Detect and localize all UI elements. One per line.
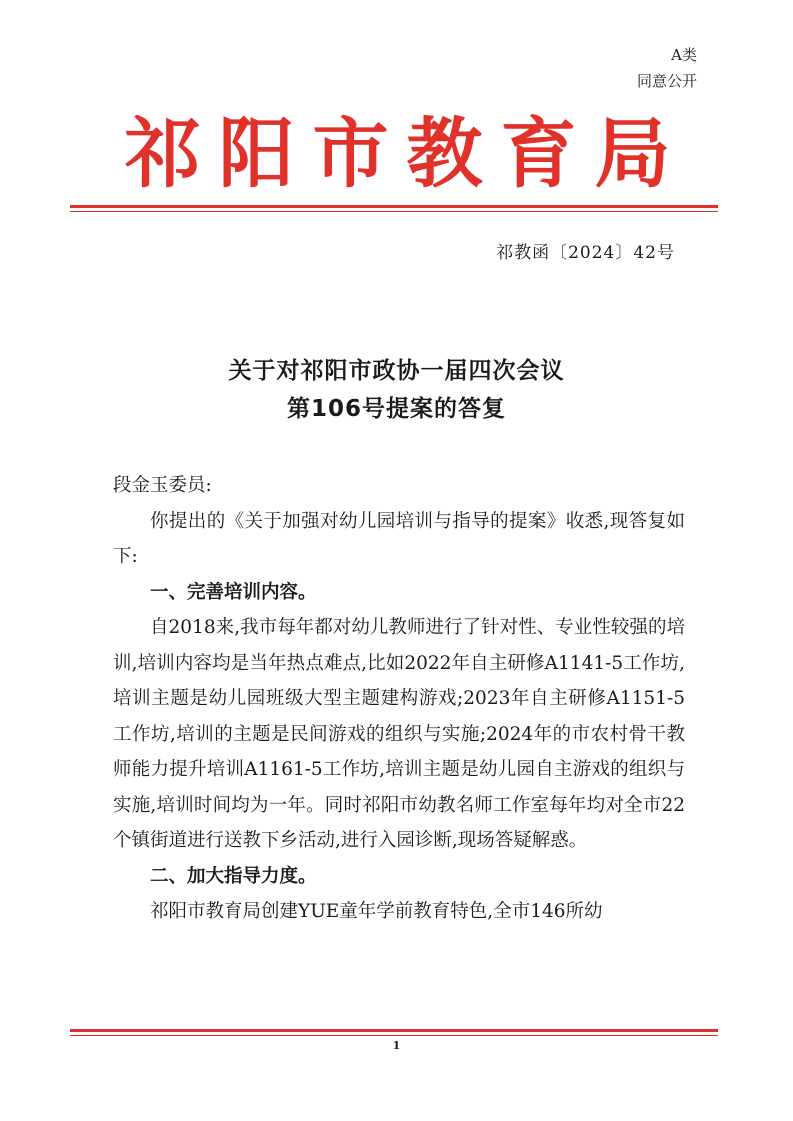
section-1-paragraph: 自2018来,我市每年都对幼儿教师进行了针对性、专业性较强的培训,培训内容均是当年热点难点,比如2022年自主研修A1141-5工作坊,培训主题是幼儿园班级大型主题建构游戏;2023年自主研修A1151-5工作坊,培训的主题是民间游戏的组织与实施;2024年的市农村骨干教师能力提升培训A1161-5工作坊,培训主题是幼儿园自主游戏的组织与实施,培训时间均为一年。同时祁阳市幼教名师工作室每年均对全市22个镇街道进行送教下乡活动,进行入园诊断,现场答疑解惑。: [113, 617, 685, 851]
section-1-heading: 一、完善培训内容。: [150, 581, 317, 603]
letterhead-rule-thick: [70, 205, 718, 208]
title-line-2: 第106号提案的答复: [286, 396, 506, 422]
classification-block: [637, 42, 697, 94]
letterhead-title: 祁阳市教育局: [124, 109, 689, 198]
document-number: 祁教函〔2024〕42号: [496, 243, 675, 263]
category-label: A类: [671, 46, 697, 64]
document-title: [0, 352, 793, 428]
intro-paragraph: 你提出的《关于加强对幼儿园培训与指导的提案》收悉,现答复如下:: [113, 510, 685, 567]
title-line-1: 关于对祁阳市政协一届四次会议: [228, 358, 565, 384]
section-2-heading: 二、加大指导力度。: [150, 865, 317, 887]
salutation: 段金玉委员:: [113, 475, 212, 496]
document-body: [113, 468, 685, 930]
disclosure-label: 同意公开: [636, 72, 697, 90]
section-2-paragraph: 祁阳市教育局创建YUE童年学前教育特色,全市146所幼: [150, 901, 603, 922]
footer-rule-thin: [70, 1035, 718, 1036]
letterhead-rule-thin: [70, 211, 718, 212]
footer-rule-thick: [70, 1029, 718, 1032]
page-number: 1: [392, 1039, 401, 1052]
